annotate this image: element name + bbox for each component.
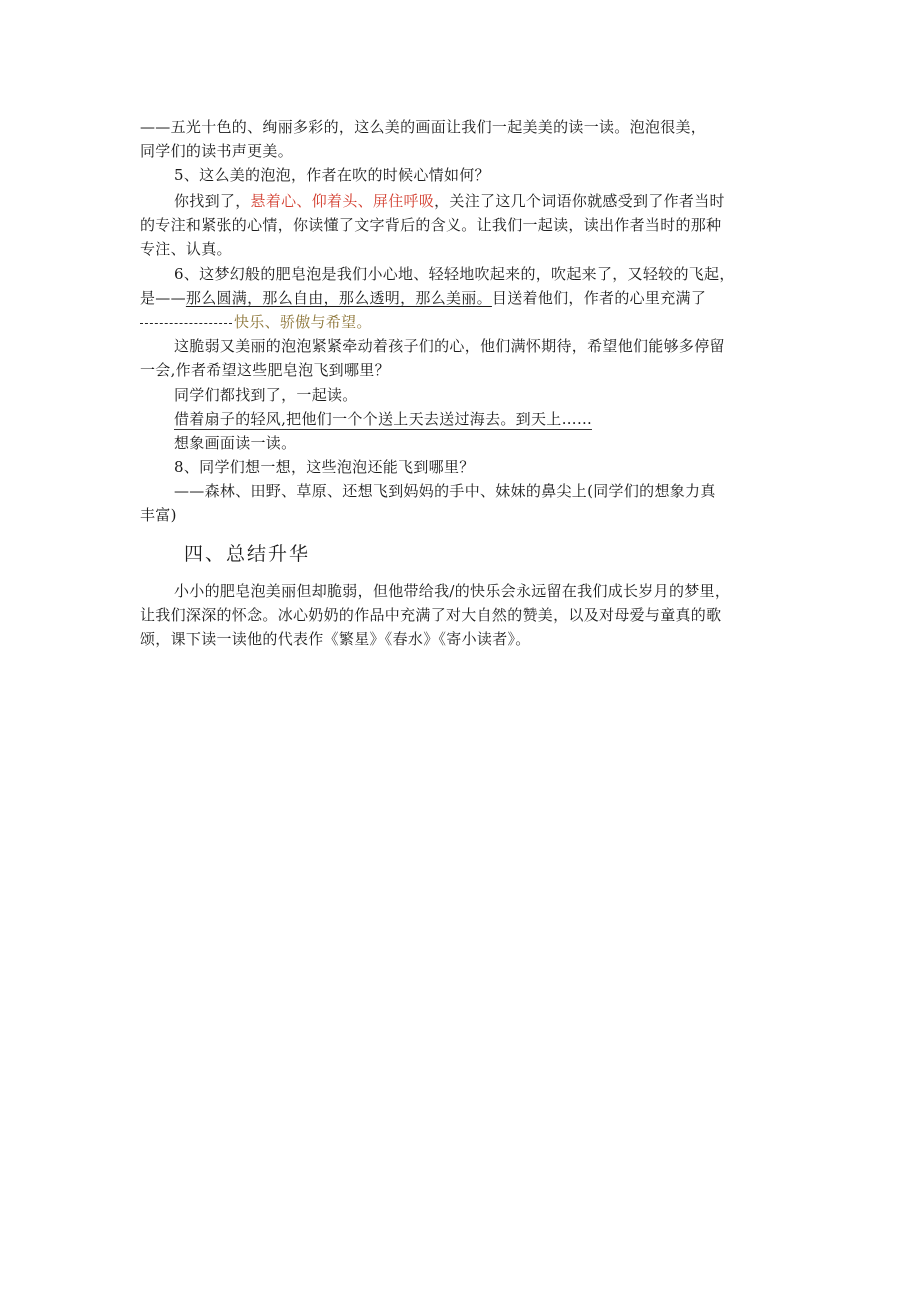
underlined-phrase: 那么圆满，那么自由，那么透明，那么美丽。 (185, 289, 492, 307)
underlined-quote: 借着扇子的轻风,把他们一个个送上天去送过海去。到天上…… (174, 410, 593, 428)
paragraph-line: 的专注和紧张的心情，你读懂了文字背后的含义。让我们一起读，读出作者当时的那种 (140, 216, 722, 234)
text-run: 你找到了， (174, 192, 251, 210)
paragraph-line (140, 310, 372, 334)
paragraph-line: 颂，课下读一读他的代表作《繁星》《春水》《寄小读者》。 (140, 630, 531, 648)
paragraph-line: 专注、认真。 (140, 240, 232, 258)
question-6: 6、这梦幻般的肥皂泡是我们小心地、轻轻地吹起来的，吹起来了，又轻较的飞起， (174, 265, 735, 283)
highlighted-phrase: 悬着心、仰着头、屏住呼吸 (250, 192, 435, 210)
fill-blank-dashes (140, 323, 232, 324)
text-run: ，关注了这几个词语你就感受到了作者当时 (434, 192, 725, 210)
paragraph-line (140, 286, 706, 310)
paragraph-line: ——森林、田野、草原、还想飞到妈妈的手中、妹妹的鼻尖上(同学们的想象力真 (174, 482, 716, 500)
text-run: 是—— (140, 289, 186, 307)
section-heading: 四、总结升华 (184, 543, 311, 565)
paragraph-line: ——五光十色的、绚丽多彩的，这么美的画面让我们一起美美的读一读。泡泡很美， (140, 118, 707, 136)
paragraph-line: 让我们深深的怀念。冰心奶奶的作品中充满了对大自然的赞美，以及对母爱与童真的歌 (140, 606, 722, 624)
paragraph-line: 小小的肥皂泡美丽但却脆弱，但他带给我/的快乐会永远留在我们成长岁月的梦里， (174, 582, 731, 600)
paragraph-line: 同学们的读书声更美。 (140, 142, 294, 160)
paragraph-line: 丰富) (140, 506, 177, 524)
text-run: 目送着他们，作者的心里充满了 (491, 289, 707, 307)
question-8: 8、同学们想一想，这些泡泡还能飞到哪里？ (174, 458, 475, 476)
question-5: 5、这么美的泡泡，作者在吹的时候心情如何？ (174, 166, 490, 184)
paragraph-line: 一会,作者希望这些肥皂泡飞到哪里？ (140, 361, 390, 379)
paragraph-line (174, 189, 725, 213)
highlighted-phrase: 快乐、骄傲与希望。 (234, 313, 372, 331)
paragraph-line: 同学们都找到了，一起读。 (174, 386, 358, 404)
paragraph-line (174, 407, 592, 431)
paragraph-line: 这脆弱又美丽的泡泡紧紧牵动着孩子们的心，他们满怀期待，希望他们能够多停留 (174, 337, 725, 355)
paragraph-line: 想象画面读一读。 (174, 434, 297, 452)
